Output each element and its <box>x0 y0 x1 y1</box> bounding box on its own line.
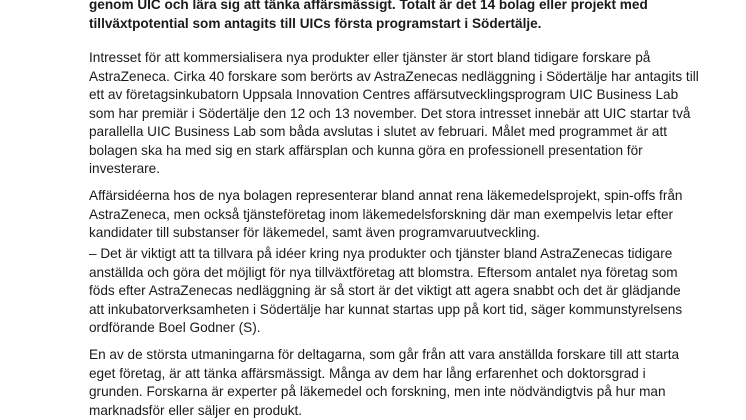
paragraph-line: eget företag, är att tänka affärsmässigt. Många av dem har lång erfarenhet och doktorsgrad i <box>89 365 709 384</box>
paragraph-line: bolagen ska ha med sig en stark affärsplan och kunna göra en professionell presentation för <box>89 142 709 161</box>
paragraph-line: föds efter AstraZenecas nedläggning är så stort är det viktigt att agera snabbt och det är glädjande <box>89 282 709 301</box>
paragraph-line: ordförande Boel Godner (S). <box>89 319 709 338</box>
body-paragraph <box>89 346 709 420</box>
lead-line: genom UIC och lära sig att tänka affärsmässigt. Totalt är det 14 bolag eller projekt med <box>89 0 709 15</box>
lead-paragraph <box>89 0 709 33</box>
paragraph-line: En av de största utmaningarna för deltagarna, som går från att vara anställda forskare till att starta <box>89 346 709 365</box>
paragraph-line: AstraZeneca. Cirka 40 forskare som berörts av AstraZenecas nedläggning i Södertälje har antagits till <box>89 68 709 87</box>
lead-line: tillväxtpotential som antagits till UICs första programstart i Södertälje. <box>89 15 709 34</box>
body-paragraph <box>89 49 709 179</box>
body-paragraph <box>89 187 709 243</box>
paragraph-line: marknadsför eller säljer en produkt. <box>89 402 709 420</box>
quote-paragraph <box>89 245 709 338</box>
paragraph-line: parallella UIC Business Lab som båda avslutas i slutet av februari. Målet med programmet är att <box>89 123 709 142</box>
paragraph-line: Intresset för att kommersialisera nya produkter eller tjänster är stort bland tidigare forskare på <box>89 49 709 68</box>
paragraph-line: investerare. <box>89 160 709 179</box>
paragraph-line: anställda och göra det möjligt för nya tillväxtföretag att blomstra. Eftersom antalet nya företag som <box>89 264 709 283</box>
paragraph-line: – Det är viktigt att ta tillvara på idéer kring nya produkter och tjänster bland AstraZenecas tidigare <box>89 245 709 264</box>
paragraph-line: kandidater till substanser för läkemedel, samt även programvaruutveckling. <box>89 224 709 243</box>
paragraph-line: att inkubatorverksamheten i Södertälje har kunnat startas upp på kort tid, säger kommunstyrelsens <box>89 301 709 320</box>
paragraph-line: AstraZeneca, men också tjänsteföretag inom läkemedelsforskning där man exempelvis letar efter <box>89 206 709 225</box>
paragraph-line: Affärsidéerna hos de nya bolagen representerar bland annat rena läkemedelsprojekt, spin-offs från <box>89 187 709 206</box>
paragraph-line: ett av företagsinkubatorn Uppsala Innovation Centres affärsutvecklingsprogram UIC Business Lab <box>89 86 709 105</box>
paragraph-line: grunden. Forskarna är experter på läkemedel och forskning, men inte nödvändigtvis på hur man <box>89 383 709 402</box>
paragraph-line: som har premiär i Södertälje den 12 och 13 november. Det stora intresset innebär att UIC startar två <box>89 105 709 124</box>
